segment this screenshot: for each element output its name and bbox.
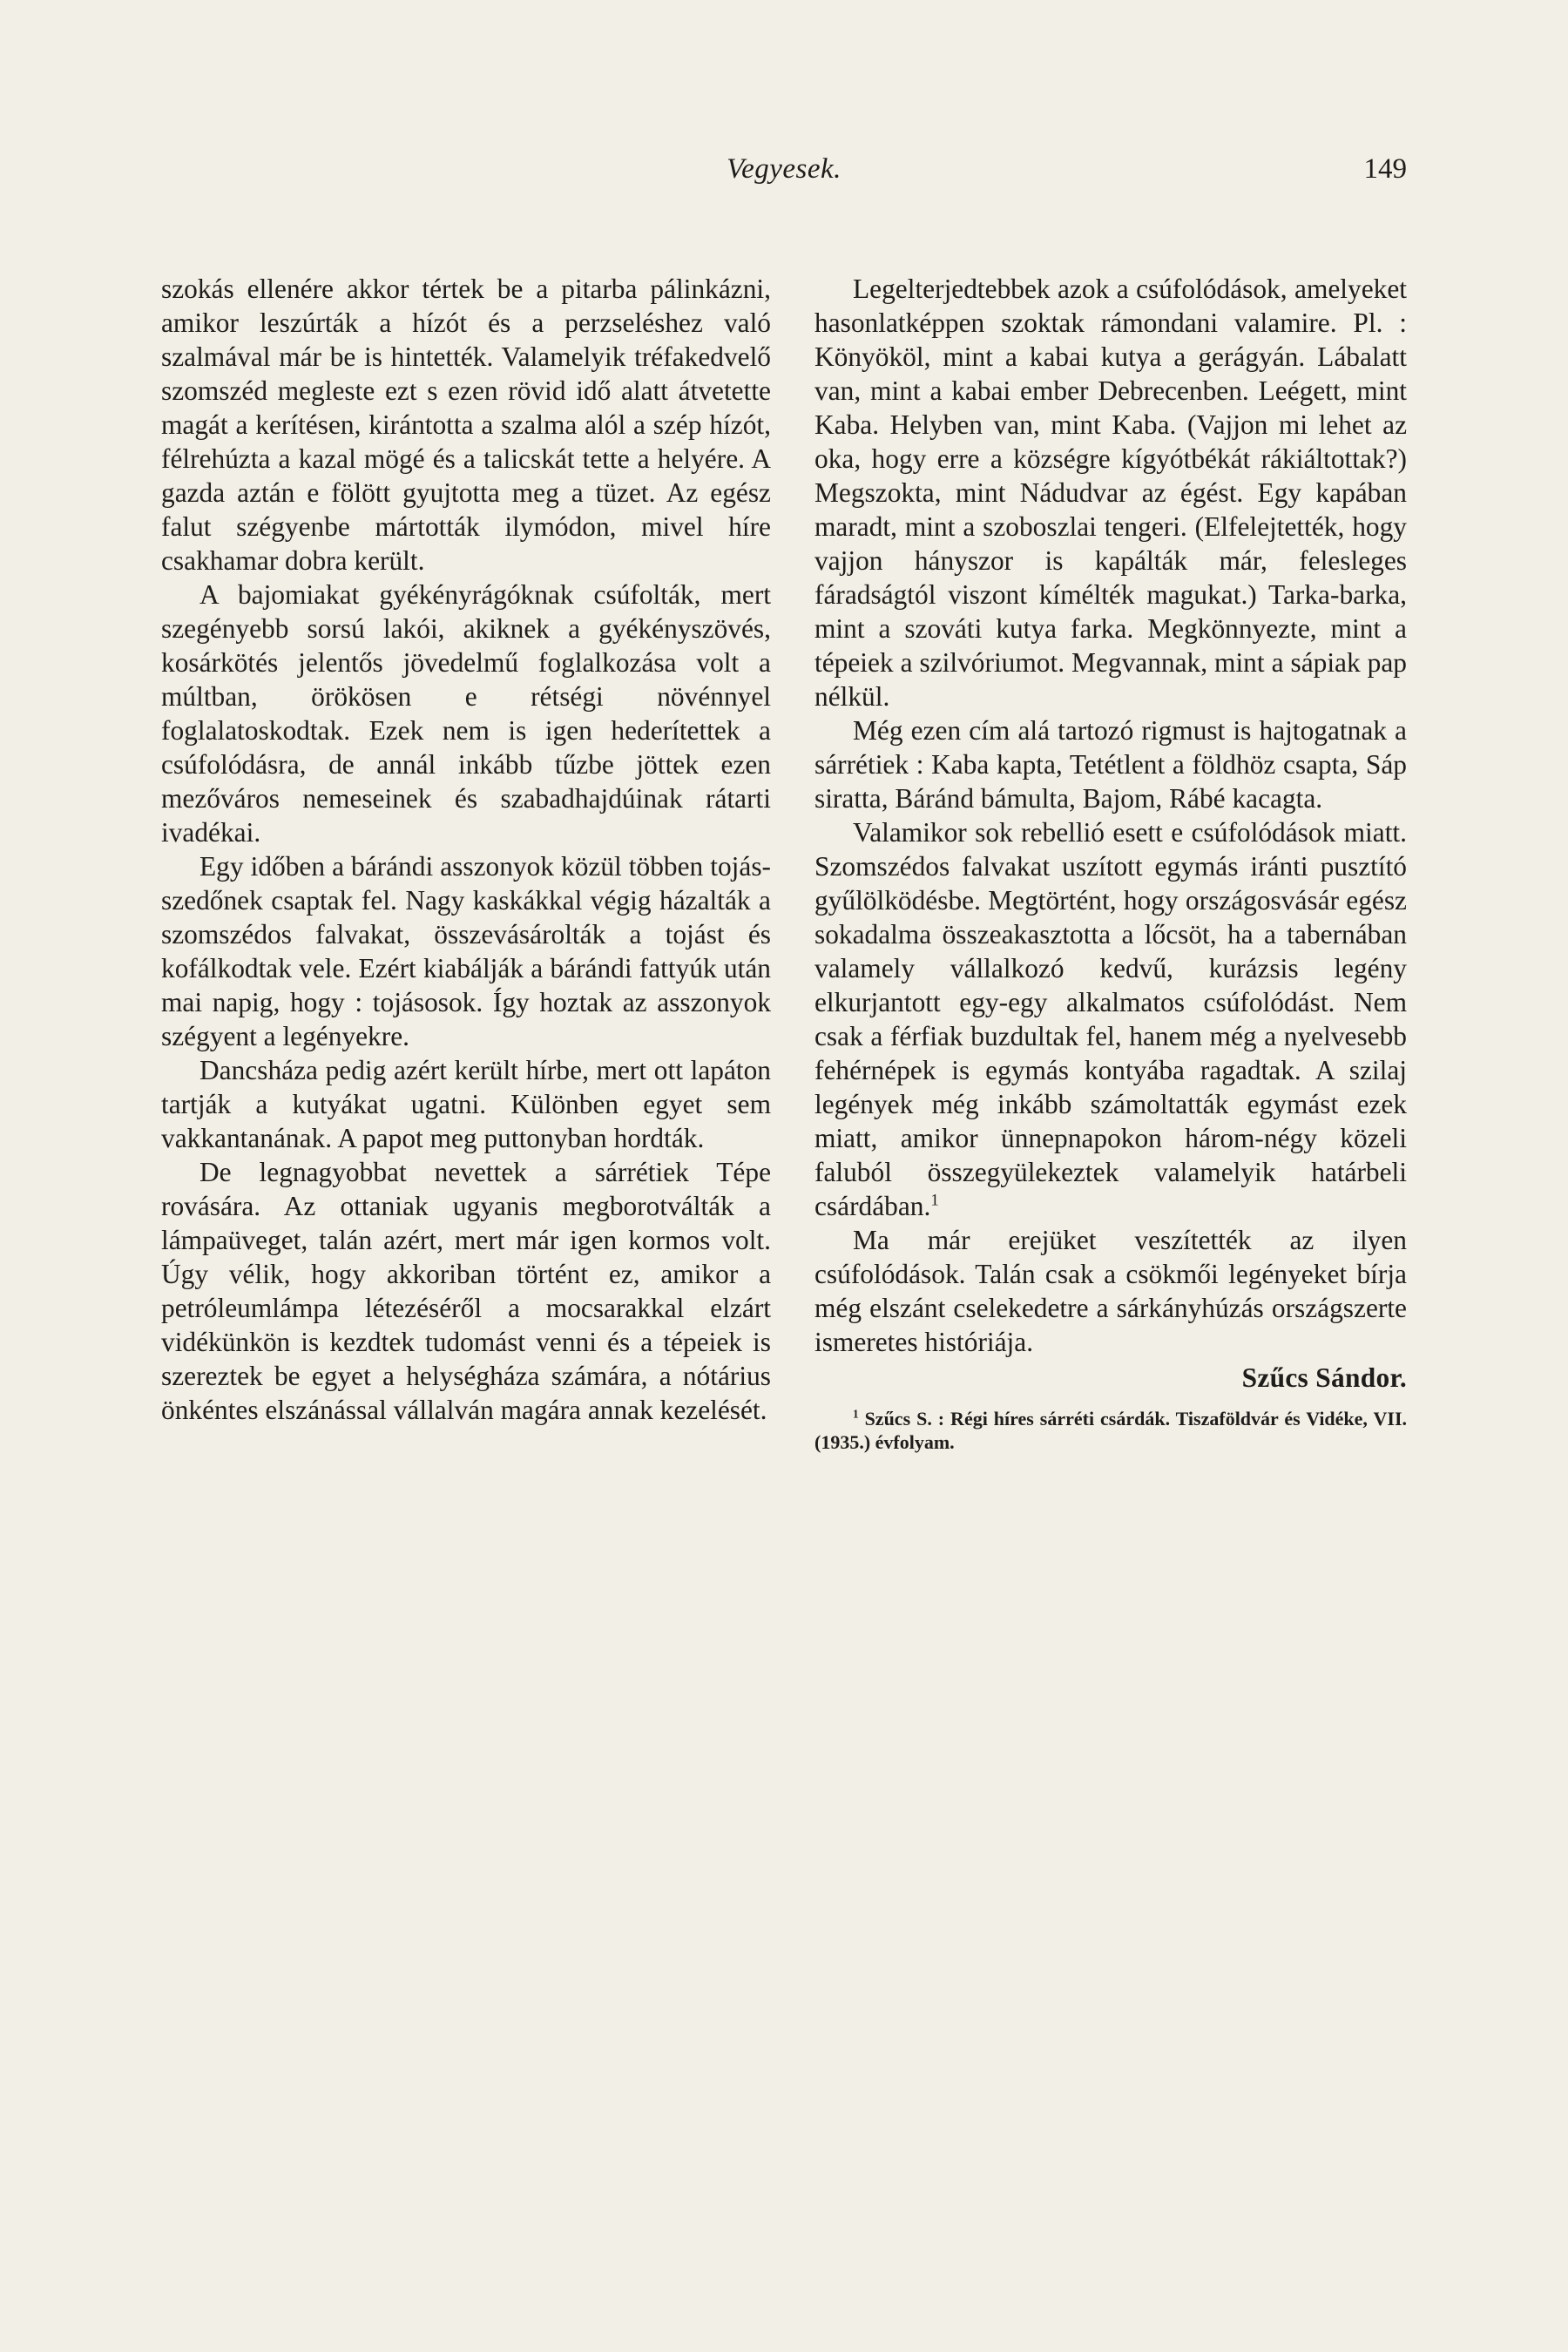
author-signature: Szűcs Sándor.: [1241, 1362, 1407, 1393]
running-header: [161, 153, 1407, 193]
paragraph-similes: Legelterjedtebbek azok a csúfolódások, amelyeket hasonlatképpen szoktak rámondani valamire. Pl. : Könyököl, mint a kabai kutya a gerágyán. Lábalatt van, mint a kabai ember Debrecenben. Leégett, mint Kaba. Helyben van, mint Kaba. (Vajjon mi lehet az oka, hogy erre a községre kígyótbékát rákiáltottak?) Megszokta, mint Nádudvar az égést. Egy kapában maradt, mint a szoboszlai tengeri. (Elfelejtették, hogy vajjon hányszor is kapálták már, felesleges fáradságtól viszont kímélték magukat.) Tarka-barka, mint a szováti kutya farka. Megkönnyezte, mint a tépeiek a szilvóriumot. Megvannak, mint a sápiak pap nélkül.: [814, 274, 1407, 712]
left-column: [161, 272, 771, 1427]
footnote-text: Szűcs S. : Régi híres sárréti csárdák. Tiszaföldvár és Vidéke, VII. (1935.) évfolyam.: [814, 1408, 1408, 1453]
footnote: [814, 1407, 1407, 1454]
paragraph-bajom: A bajomiakat gyékényrágóknak csúfolták, mert szegényebb sorsú lakói, akiknek a gyékényszövés, kosárkötés jelentős jövedelmű foglalkozása volt a múltban, örökösen e rétségi növénnyel foglalatoskodtak. Ezek nem is igen hederítettek a csúfolódásra, de annál inkább tűzbe jöttek ezen mezőváros nemeseinek és szabadhajdúinak rátarti ivadékai.: [161, 579, 771, 848]
paragraph-rebellion-text: Valamikor sok rebellió esett e csúfolódások miatt. Szomszédos falvakat uszított egymás iránti pusztító gyűlölködésbe. Megtörtént, hogy országosvásár egész sokadalma összeakasztotta a lőcsöt, ha a tabernában valamely vállalkozó kedvű, kurázsis legény elkurjantott egy-egy alkalmatos csúfolódást. Nem csak a férfiak buzdultak fel, hanem még a nyelvesebb fehérnépek is egymás kontyába ragadtak. A szilaj legények még inkább számoltatták egymást ezek miatt, amikor ünnepnapokon három-négy közeli faluból összegyülekeztek valamelyik határbeli csárdában.: [814, 817, 1407, 1221]
right-column: [814, 272, 1407, 1454]
paragraph-barand: Egy időben a bárándi asszonyok közül többen tojás-szedőnek csaptak fel. Nagy kaskákkal végig házalták a szomszédos falvakat, összevásárolták a tojást és kofálkodtak vele. Ezért kiabálják a bárándi fattyúk után mai napig, hogy : tojásosok. Így hoztak az asszonyok szégyent a legényekre.: [161, 851, 771, 1051]
paragraph-dancshaza: Dancsháza pedig azért került hírbe, mert ott lapáton tartják a kutyákat ugatni. Különben egyet sem vakkantanának. A papot meg puttonyban hordták.: [161, 1055, 771, 1153]
paragraph-continued: szokás ellenére akkor tértek be a pitarba pálinkázni, amikor leszúrták a hízót és a perzseléshez való szalmával már be is hintették. Valamelyik tréfakedvelő szomszéd megleste ezt s ezen rövid idő alatt átvetette magát a kerítésen, kirántotta a szalma alól a szép hízót, félrehúzta a kazal mögé és a talicskát tette a helyére. A gazda aztán e fölött gyujtotta meg a tüzet. Az egész falut szégyenbe mártották ilymódon, mivel híre csakhamar dobra került.: [161, 274, 771, 576]
page-number: 149: [1363, 153, 1407, 185]
paragraph-closing: Ma már erejüket veszítették az ilyen csúfolódások. Talán csak a csökmői legényeket bírja még elszánt cselekedetre a sárkányhúzás országszerte ismeretes históriája.: [814, 1225, 1407, 1357]
paragraph-rhyme: Még ezen cím alá tartozó rigmust is hajtogatnak a sárrétiek : Kaba kapta, Tetétlent a földhöz csapta, Sáp siratta, Báránd bámulta, Bajom, Rábé kacagta.: [814, 715, 1407, 814]
footnote-reference[interactable]: 1: [930, 1191, 939, 1210]
paragraph-tepe: De legnagyobbat nevettek a sárrétiek Tépe rovására. Az ottaniak ugyanis megborotválták a lámpaüveget, talán azért, mert már igen kormos volt. Úgy vélik, hogy akkoriban történt ez, amikor a petróleumlámpa létezéséről a mocsarakkal elzárt vidékünkön is kezdtek tudomást venni és a tépeiek is szereztek be egyet a helységháza számára, a nótárius önkéntes elszánással vállalván magára annak kezelését.: [161, 1157, 771, 1425]
section-title: Vegyesek.: [727, 153, 841, 185]
footnote-mark: 1: [853, 1407, 859, 1421]
paragraph-rebellion: [814, 815, 1407, 1223]
